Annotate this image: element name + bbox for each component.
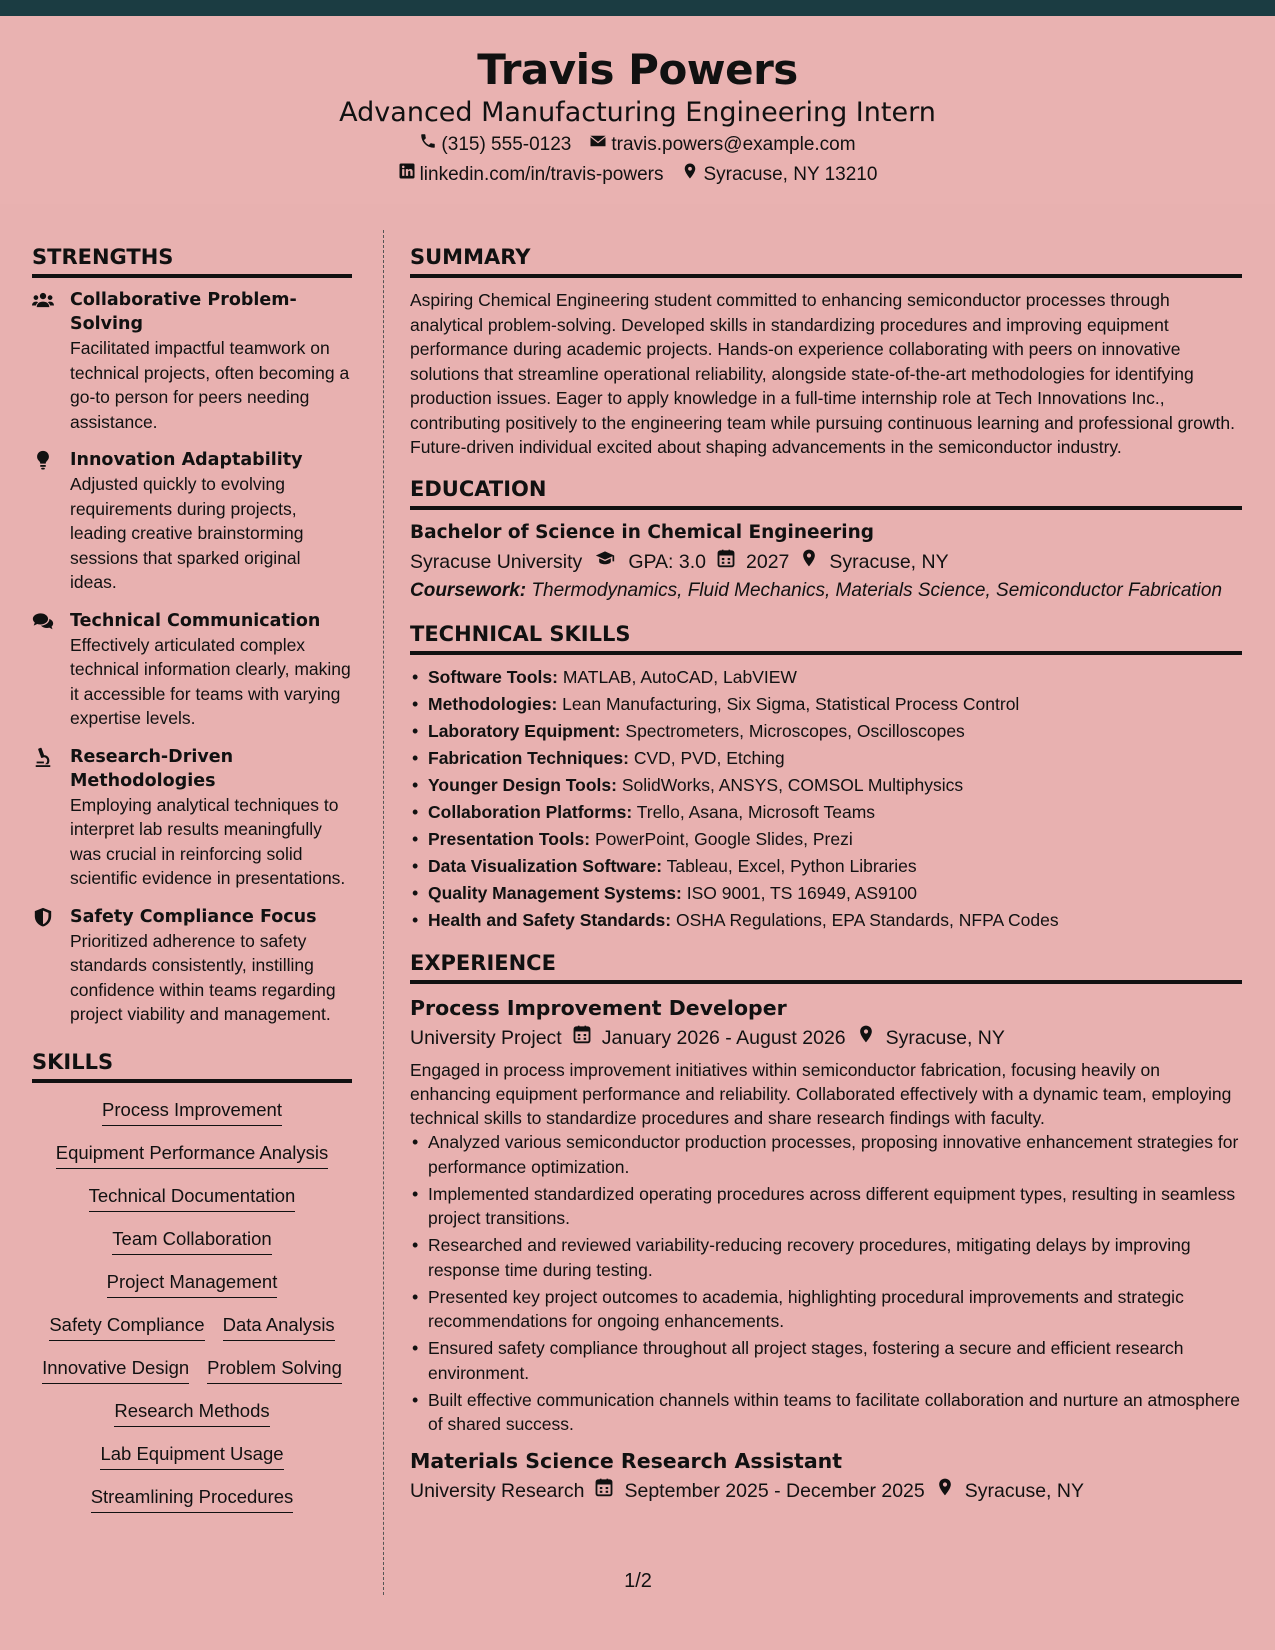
- technical-skill-item: [410, 692, 1242, 717]
- skill-tag: Innovative Design: [42, 1355, 189, 1384]
- skill-tag: Team Collaboration: [112, 1226, 271, 1255]
- coursework: [410, 578, 1242, 603]
- strength-item: [32, 745, 352, 891]
- location-item: [681, 160, 877, 190]
- strength-description: Prioritized adherence to safety standards consistently, instilling confidence within teams regarding project viability and management.: [70, 930, 336, 1024]
- school-name: Syracuse University: [410, 550, 583, 573]
- map-pin-icon: [935, 1475, 955, 1507]
- strength-title: Technical Communication: [70, 610, 321, 631]
- linkedin-item: [398, 160, 664, 190]
- technical-skill-item: [410, 800, 1242, 825]
- experience-heading: EXPERIENCE: [410, 950, 1242, 984]
- technical-skill-item: [410, 719, 1242, 744]
- skill-tag: Lab Equipment Usage: [100, 1441, 283, 1470]
- calendar-icon: [572, 1022, 592, 1054]
- comments-icon: [32, 609, 58, 731]
- skills-heading: SKILLS: [32, 1049, 352, 1083]
- job-bullet: • Ensured safety compliance throughout all project stages, fostering a secure and efficient research environment.: [410, 1336, 1242, 1385]
- contact-row-1: [0, 130, 1275, 160]
- skill-tag: Research Methods: [114, 1398, 269, 1427]
- skills-list: [32, 1097, 352, 1513]
- technical-skill-value: ISO 9001, TS 16949, AS9100: [686, 882, 917, 903]
- technical-skill-label: Laboratory Equipment:: [428, 720, 621, 741]
- job-dates: September 2025 - December 2025: [624, 1479, 925, 1502]
- technical-skill-item: [410, 881, 1242, 906]
- phone-text[interactable]: (315) 555-0123: [441, 134, 572, 155]
- envelope-icon: [589, 130, 607, 160]
- technical-skill-item: [410, 746, 1242, 771]
- strength-title: Collaborative Problem-Solving: [70, 290, 297, 334]
- technical-skill-label: Software Tools:: [428, 666, 558, 687]
- strength-item: [32, 288, 352, 434]
- job-title: Process Improvement Developer: [410, 996, 787, 1020]
- job-organization: University Project: [410, 1027, 562, 1049]
- job-description: Engaged in process improvement initiatives within semiconductor fabrication, focusing heavily on enhancing equipment performance and reliability. Collaborated effectively with a dynamic team, employing technical skills to standardize procedures and share research findings with faculty.: [410, 1060, 1232, 1128]
- technical-skill-label: Quality Management Systems:: [428, 882, 682, 903]
- job-location: Syracuse, NY: [885, 1027, 1005, 1049]
- page-number: 1/2: [624, 1570, 652, 1592]
- technical-skill-value: Spectrometers, Microscopes, Oscilloscopes: [625, 720, 965, 741]
- technical-skill-value: PowerPoint, Google Slides, Prezi: [594, 828, 853, 849]
- strength-description: Adjusted quickly to evolving requirements during projects, leading creative brainstorming sessions that sparked original ideas.: [70, 474, 304, 592]
- skills-row: [32, 1441, 352, 1470]
- strength-description: Effectively articulated complex technical information clearly, making it accessible for teams with varying expertise levels.: [70, 634, 351, 728]
- technical-skills-list: [410, 665, 1242, 933]
- summary-heading: SUMMARY: [410, 244, 1242, 278]
- technical-skill-label: Data Visualization Software:: [428, 855, 663, 876]
- gpa-text: GPA: 3.0: [628, 550, 706, 573]
- contact-row-2: [0, 160, 1275, 190]
- technical-skill-item: [410, 773, 1242, 798]
- school-location: Syracuse, NY: [829, 550, 949, 573]
- technical-skill-label: Presentation Tools:: [428, 828, 591, 849]
- skills-row: [32, 1398, 352, 1427]
- email-item: [589, 130, 855, 160]
- job-bullet: • Researched and reviewed variability-reducing recovery procedures, mitigating delays by improving response time during testing.: [410, 1233, 1242, 1282]
- job-title: Materials Science Research Assistant: [410, 1448, 843, 1473]
- skills-row: [32, 1269, 352, 1298]
- skill-tag: Safety Compliance: [49, 1312, 204, 1341]
- left-column: [32, 244, 352, 1527]
- strength-title: Research-Driven Methodologies: [70, 746, 234, 791]
- shield-icon: [32, 905, 58, 1027]
- skills-row: [32, 1312, 352, 1341]
- technical-skill-label: Collaboration Platforms:: [428, 801, 633, 822]
- location-text: Syracuse, NY 13210: [703, 164, 878, 185]
- skill-tag: Problem Solving: [207, 1355, 342, 1384]
- strength-item: [32, 448, 352, 595]
- technical-skill-label: Younger Design Tools:: [428, 774, 617, 795]
- skill-tag: Data Analysis: [223, 1312, 335, 1341]
- job-bullet: • Built effective communication channels within teams to facilitate collaboration and nurture an atmosphere of shared success.: [410, 1388, 1242, 1437]
- job-bullet: • Implemented standardized operating procedures across different equipment types, resulting in seamless project transitions.: [410, 1182, 1242, 1231]
- strengths-heading: STRENGTHS: [32, 244, 352, 278]
- education-meta: [410, 546, 1242, 578]
- skills-row: [32, 1226, 352, 1255]
- skill-tag: Project Management: [107, 1269, 278, 1298]
- job-bullet: • Presented key project outcomes to academia, highlighting procedural improvements and strategic recommendations for ongoing enhancements.: [410, 1285, 1242, 1334]
- technical-skill-value: MATLAB, AutoCAD, LabVIEW: [562, 666, 797, 687]
- job-meta: [410, 1022, 1242, 1054]
- phone-icon: [419, 130, 437, 160]
- candidate-title: Advanced Manufacturing Engineering Intern: [339, 97, 936, 128]
- lightbulb-icon: [32, 448, 58, 595]
- column-divider: [383, 230, 384, 1595]
- skills-row: [32, 1484, 352, 1513]
- technical-skill-item: [410, 854, 1242, 879]
- users-icon: [32, 288, 58, 434]
- skill-tag: Process Improvement: [102, 1097, 282, 1126]
- strength-title: Safety Compliance Focus: [70, 906, 317, 927]
- summary-text: Aspiring Chemical Engineering student committed to enhancing semiconductor processes through analytical problem-solving. Developed skills in standardizing procedures and improving equipment performance during academic projects. Hands-on experience collaborating with peers on innovative solutions that streamline operational reliability, alongside state-of-the-art methodologies for identifying production issues. Eager to apply knowledge in a full-time internship role at Tech Innovations Inc., contributing positively to the engineering team while pursuing continuous learning and professional growth. Future-driven individual excited about shaping advancements in the semiconductor industry.: [410, 290, 1235, 457]
- technical-skills-heading: TECHNICAL SKILLS: [410, 621, 1242, 655]
- skill-tag: Streamlining Procedures: [91, 1484, 294, 1513]
- strengths-list: [32, 288, 352, 1027]
- skills-row: [32, 1183, 352, 1212]
- technical-skill-label: Fabrication Techniques:: [428, 747, 629, 768]
- strength-body: [70, 609, 352, 731]
- map-pin-icon: [856, 1022, 876, 1054]
- microscope-icon: [32, 745, 58, 891]
- strength-title: Innovation Adaptability: [70, 450, 303, 470]
- experience-list: [410, 994, 1242, 1507]
- strength-item: [32, 609, 352, 731]
- technical-skill-label: Health and Safety Standards:: [428, 909, 672, 930]
- phone-item: [419, 130, 571, 160]
- resume-header: [0, 16, 1275, 204]
- job-location: Syracuse, NY: [964, 1479, 1084, 1502]
- education-heading: EDUCATION: [410, 476, 1242, 510]
- strength-description: Employing analytical techniques to interpret lab results meaningfully was crucial in reinforcing solid scientific evidence in presentations.: [70, 794, 346, 888]
- technical-skill-item: [410, 908, 1242, 933]
- strength-body: [70, 288, 352, 434]
- linkedin-text[interactable]: linkedin.com/in/travis-powers: [419, 164, 664, 185]
- strength-item: [32, 905, 352, 1027]
- technical-skill-value: Tableau, Excel, Python Libraries: [666, 855, 917, 876]
- strength-body: [70, 448, 352, 595]
- job-bullets: [410, 1130, 1242, 1437]
- skills-row: [32, 1355, 352, 1384]
- degree-title: Bachelor of Science in Chemical Engineering: [410, 521, 875, 543]
- technical-skill-value: Lean Manufacturing, Six Sigma, Statistical Process Control: [562, 693, 1020, 714]
- technical-skill-value: OSHA Regulations, EPA Standards, NFPA Codes: [676, 909, 1059, 930]
- graduation-cap-icon: [592, 546, 618, 578]
- linkedin-icon: [398, 160, 416, 190]
- strength-description: Facilitated impactful teamwork on technical projects, often becoming a go-to person for peers needing assistance.: [70, 338, 350, 432]
- technical-skill-value: SolidWorks, ANSYS, COMSOL Multiphysics: [621, 774, 964, 795]
- experience-entry: [410, 994, 1242, 1437]
- job-dates: January 2026 - August 2026: [601, 1027, 846, 1049]
- strength-body: [70, 905, 352, 1027]
- technical-skill-value: CVD, PVD, Etching: [633, 747, 785, 768]
- map-pin-icon: [681, 160, 699, 190]
- coursework-list: Thermodynamics, Fluid Mechanics, Materials Science, Semiconductor Fabrication: [531, 579, 1223, 601]
- right-column: [410, 244, 1242, 1507]
- experience-entry: [410, 1447, 1242, 1507]
- coursework-label: Coursework:: [410, 579, 527, 601]
- graduation-year: 2027: [746, 550, 790, 573]
- skills-row: [32, 1097, 352, 1126]
- top-bar: [0, 0, 1275, 16]
- strength-body: [70, 745, 352, 891]
- job-meta: [410, 1475, 1242, 1507]
- technical-skill-label: Methodologies:: [428, 693, 558, 714]
- technical-skill-item: [410, 665, 1242, 690]
- technical-skill-value: Trello, Asana, Microsoft Teams: [636, 801, 876, 822]
- technical-skill-item: [410, 827, 1242, 852]
- skill-tag: Equipment Performance Analysis: [56, 1140, 329, 1169]
- skills-row: [32, 1140, 352, 1169]
- candidate-name: Travis Powers: [477, 45, 798, 94]
- calendar-icon: [594, 1475, 614, 1507]
- job-bullet: • Analyzed various semiconductor production processes, proposing innovative enhancement strategies for performance optimization.: [410, 1130, 1242, 1179]
- job-organization: University Research: [410, 1479, 585, 1502]
- email-text[interactable]: travis.powers@example.com: [611, 134, 856, 155]
- map-pin-icon: [799, 546, 819, 578]
- calendar-icon: [716, 546, 736, 578]
- skill-tag: Technical Documentation: [89, 1183, 296, 1212]
